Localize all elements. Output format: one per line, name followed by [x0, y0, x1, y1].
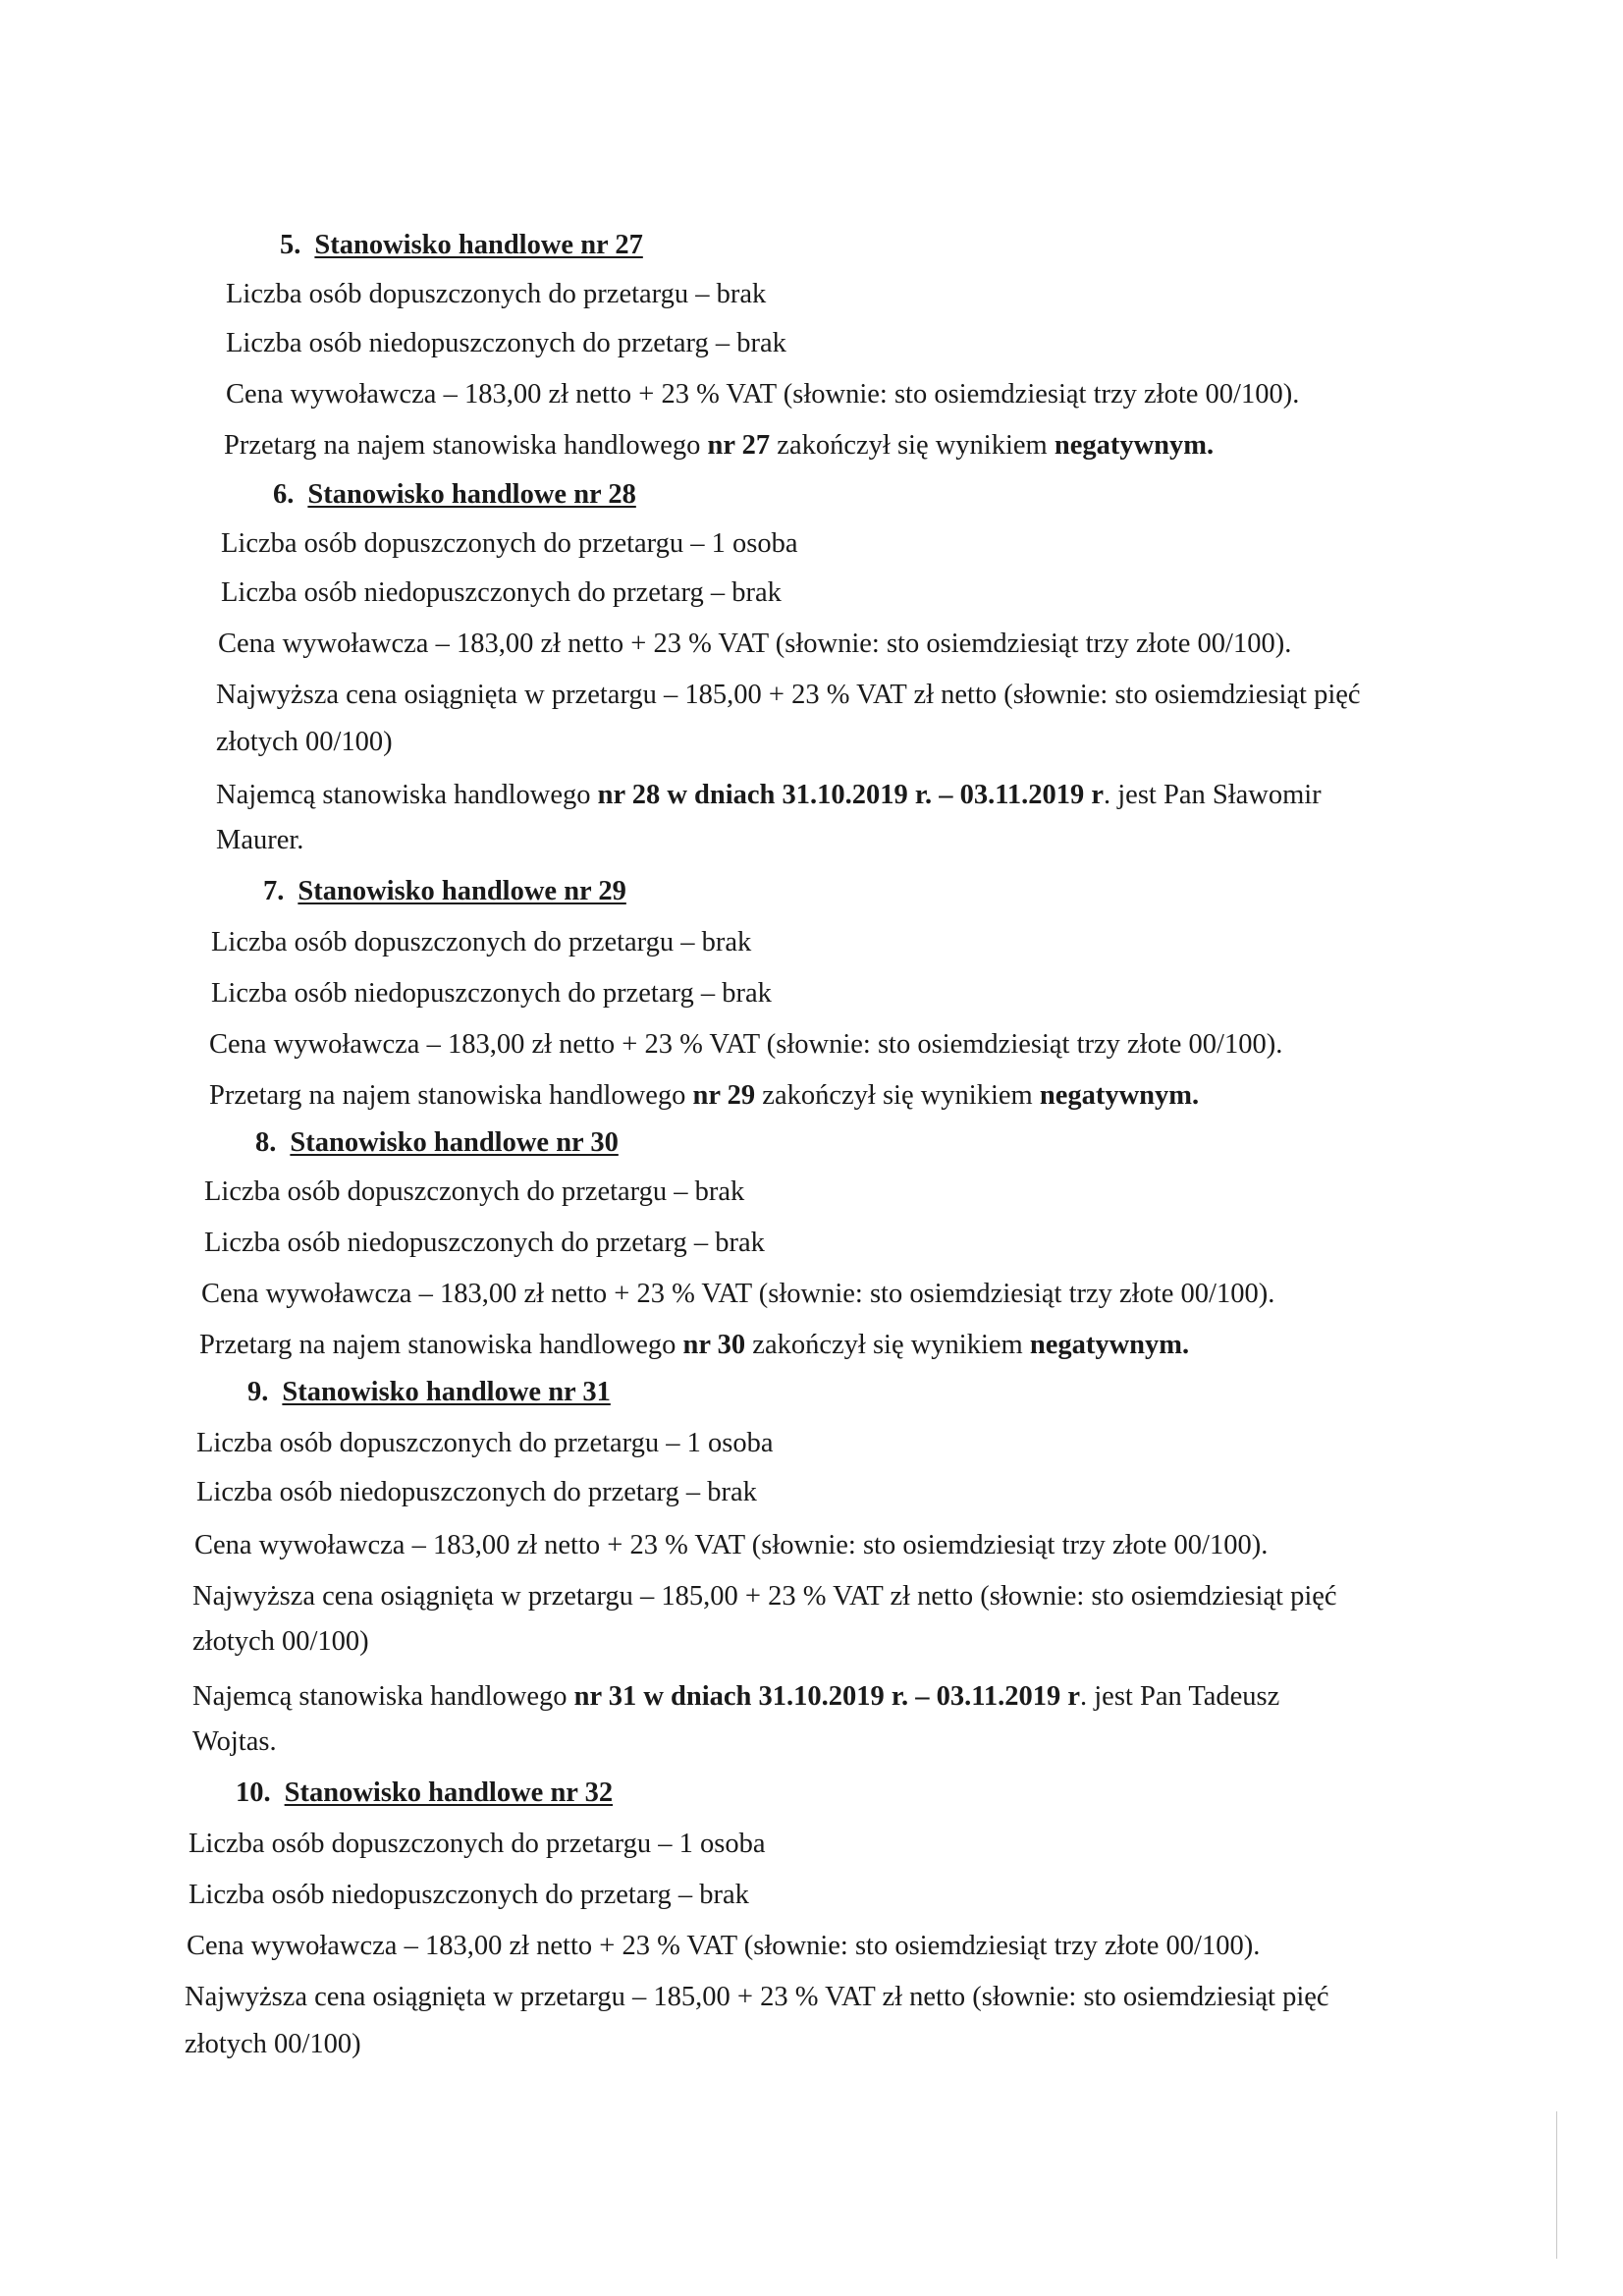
section-number: 10. [236, 1777, 271, 1808]
section-title: Stanowisko handlowe nr 27 [314, 230, 643, 260]
section-number: 6. [273, 479, 295, 510]
starting-price: Cena wywoławcza – 183,00 zł netto + 23 % VAT (słownie: sto osiemdziesiąt trzy złote 00/100). [226, 379, 1300, 410]
section-number: 7. [263, 876, 285, 906]
section-heading [280, 228, 643, 263]
not-admitted-count: Liczba osób niedopuszczonych do przetarg – brak [221, 577, 782, 608]
section-heading [247, 1375, 611, 1410]
not-admitted-count: Liczba osób niedopuszczonych do przetarg – brak [196, 1477, 757, 1507]
highest-price-continued: złotych 00/100) [192, 1626, 369, 1657]
section-title: Stanowisko handlowe nr 31 [282, 1377, 611, 1407]
tender-result: Przetarg na najem stanowiska handlowego nr 29 zakończył się wynikiem negatywnym. [209, 1080, 1200, 1111]
highest-price-continued: złotych 00/100) [185, 2029, 361, 2059]
section-heading [255, 1125, 619, 1161]
highest-price: Najwyższa cena osiągnięta w przetargu – 185,00 + 23 % VAT zł netto (słownie: sto osiemdziesiąt pięć [192, 1581, 1337, 1612]
scan-edge-mark [1556, 2111, 1557, 2259]
tenant-name-end: Maurer. [216, 825, 304, 855]
highest-price: Najwyższa cena osiągnięta w przetargu – 185,00 + 23 % VAT zł netto (słownie: sto osiemdziesiąt pięć [185, 1982, 1329, 2012]
section-title: Stanowisko handlowe nr 30 [290, 1127, 619, 1158]
highest-price: Najwyższa cena osiągnięta w przetargu – 185,00 + 23 % VAT zł netto (słownie: sto osiemdziesiąt pięć [216, 680, 1361, 710]
admitted-count: Liczba osób dopuszczonych do przetargu – 1 osoba [189, 1829, 766, 1859]
tenant-line: Najemcą stanowiska handlowego nr 28 w dniach 31.10.2019 r. – 03.11.2019 r. jest Pan Sławomir [216, 780, 1322, 810]
starting-price: Cena wywoławcza – 183,00 zł netto + 23 % VAT (słownie: sto osiemdziesiąt trzy złote 00/100). [218, 629, 1292, 659]
admitted-count: Liczba osób dopuszczonych do przetargu – 1 osoba [196, 1428, 774, 1458]
tender-result: Przetarg na najem stanowiska handlowego nr 30 zakończył się wynikiem negatywnym. [199, 1330, 1190, 1360]
starting-price: Cena wywoławcza – 183,00 zł netto + 23 % VAT (słownie: sto osiemdziesiąt trzy złote 00/100). [187, 1931, 1261, 1961]
admitted-count: Liczba osób dopuszczonych do przetargu – brak [204, 1176, 745, 1207]
section-number: 8. [255, 1127, 277, 1158]
section-title: Stanowisko handlowe nr 29 [298, 876, 626, 906]
starting-price: Cena wywoławcza – 183,00 zł netto + 23 % VAT (słownie: sto osiemdziesiąt trzy złote 00/100). [194, 1530, 1269, 1560]
not-admitted-count: Liczba osób niedopuszczonych do przetarg – brak [189, 1880, 749, 1910]
tender-result: Przetarg na najem stanowiska handlowego nr 27 zakończył się wynikiem negatywnym. [224, 430, 1215, 461]
section-number: 9. [247, 1377, 269, 1407]
admitted-count: Liczba osób dopuszczonych do przetargu – brak [226, 279, 767, 309]
highest-price-continued: złotych 00/100) [216, 727, 393, 757]
not-admitted-count: Liczba osób niedopuszczonych do przetarg – brak [211, 978, 772, 1009]
section-title: Stanowisko handlowe nr 32 [284, 1777, 614, 1808]
admitted-count: Liczba osób dopuszczonych do przetargu – 1 osoba [221, 528, 798, 559]
section-title: Stanowisko handlowe nr 28 [307, 479, 636, 510]
section-heading [263, 874, 626, 909]
tenant-line: Najemcą stanowiska handlowego nr 31 w dniach 31.10.2019 r. – 03.11.2019 r. jest Pan Tadeusz [192, 1681, 1280, 1712]
section-number: 5. [280, 230, 301, 260]
not-admitted-count: Liczba osób niedopuszczonych do przetarg – brak [204, 1228, 765, 1258]
section-heading [236, 1776, 613, 1811]
starting-price: Cena wywoławcza – 183,00 zł netto + 23 % VAT (słownie: sto osiemdziesiąt trzy złote 00/100). [201, 1279, 1275, 1309]
tenant-name-end: Wojtas. [192, 1726, 277, 1757]
starting-price: Cena wywoławcza – 183,00 zł netto + 23 % VAT (słownie: sto osiemdziesiąt trzy złote 00/100). [209, 1029, 1283, 1060]
admitted-count: Liczba osób dopuszczonych do przetargu – brak [211, 927, 752, 957]
section-heading [273, 477, 636, 513]
not-admitted-count: Liczba osób niedopuszczonych do przetarg – brak [226, 328, 786, 358]
